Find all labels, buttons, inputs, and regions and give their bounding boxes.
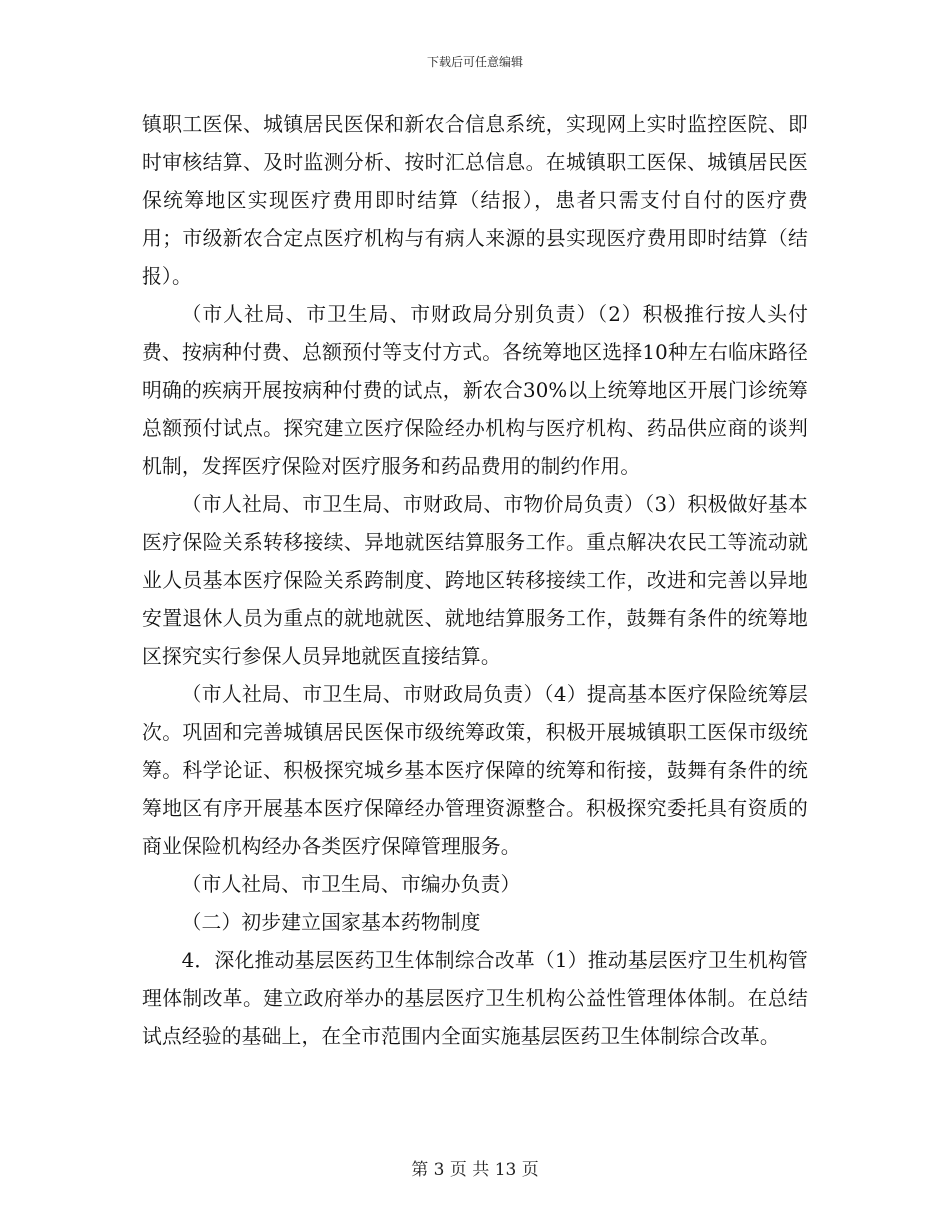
paragraph-insurance-transfer: （市人社局、市卫生局、市财政局、市物价局负责）（3）积极做好基本医疗保险关系转移接续、异地就医结算服务工作。重点解决农民工等流动就业人员基本医疗保险关系跨制度、跨地区转移接续工作，改进和完善以异地安置退休人员为重点的就地就医、就地结算服务工作，鼓舞有条件的统筹地区探究实行参保人员异地就医直接结算。 [142,493,808,668]
section-heading: （二）初步建立国家基本药物制度 [181,911,481,934]
page-number: 第 3 页 共 13 页 [411,1160,539,1180]
paragraph-grassroots-reform: 4．深化推动基层医药卫生体制综合改革（1）推动基层医疗卫生机构管理体制改革。建立政府举办的基层医疗卫生机构公益性管理体体制。在总结试点经验的基础上，在全市范围内全面实施基层医药卫生体制综合改革。 [142,949,808,1048]
paragraph-responsible-units: （市人社局、市卫生局、市编办负责） [181,873,521,896]
paragraph-payment-methods: （市人社局、市卫生局、市财政局分别负责）（2）积极推行按人头付费、按病种付费、总额预付等支付方式。各统筹地区选择10种左右临床路径明确的疾病开展按病种付费的试点，新农合30%以上统筹地区开展门诊统筹总额预付试点。探究建立医疗保险经办机构与医疗机构、药品供应商的谈判机制，发挥医疗保险对医疗服务和药品费用的制约作用。 [142,303,808,478]
document-body [142,106,808,1056]
paragraph-continuation: 镇职工医保、城镇居民医保和新农合信息系统，实现网上实时监控医院、即时审核结算、及时监测分析、按时汇总信息。在城镇职工医保、城镇居民医保统筹地区实现医疗费用即时结算（结报），患者只需支付自付的医疗费用；市级新农合定点医疗机构与有病人来源的县实现医疗费用即时结算（结报）。 [142,113,808,288]
page-header: 下载后可任意编辑 [426,55,523,69]
paragraph-pooling-level: （市人社局、市卫生局、市财政局负责）（4）提高基本医疗保险统筹层次。巩固和完善城镇居民医保市级统筹政策，积极开展城镇职工医保市级统筹。科学论证、积极探究城乡基本医疗保障的统筹和衔接，鼓舞有条件的统筹地区有序开展基本医疗保障经办管理资源整合。积极探究委托具有资质的商业保险机构经办各类医疗保障管理服务。 [142,683,808,858]
